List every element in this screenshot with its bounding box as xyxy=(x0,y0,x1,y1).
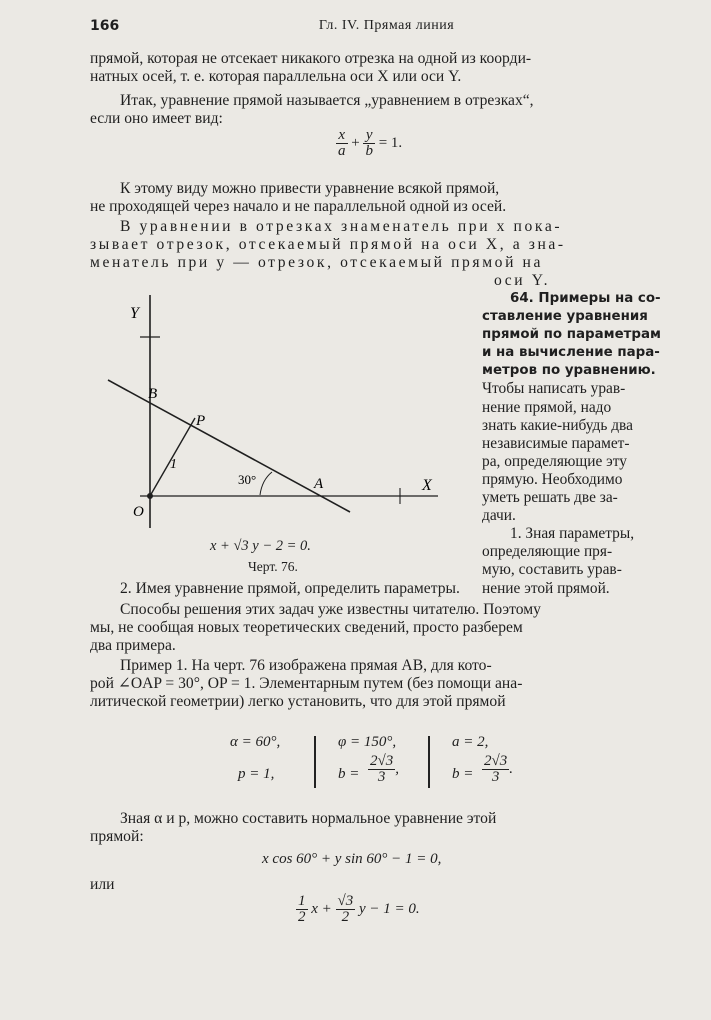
paragraph-4-tail xyxy=(482,272,682,290)
text-line: Способы решения этих задач уже известны читателю. Поэтому xyxy=(120,601,541,618)
label-a: A xyxy=(314,476,324,492)
text-line: Зная α и p, можно составить нормальное уравнение этой xyxy=(120,810,497,827)
text-line: независимые парамет- xyxy=(482,434,630,452)
chapter-title: Гл. IV. Прямая линия xyxy=(318,18,455,33)
denominator-b: b xyxy=(365,143,373,159)
example-1 xyxy=(90,657,683,711)
page-number: 166 xyxy=(90,18,120,34)
text-line: если оно имеет вид: xyxy=(90,110,223,127)
denominator-a: a xyxy=(338,143,346,159)
or-word: или xyxy=(90,876,115,893)
final-tail: y − 1 = 0. xyxy=(359,900,420,917)
text-line: ра, определяющие эту xyxy=(482,452,627,470)
final-mid: x + xyxy=(311,900,332,917)
figure-caption: Черт. 76. xyxy=(248,559,298,574)
text-line: прямой: xyxy=(90,828,144,845)
text-line: не проходящей через начало и не параллельной одной из осей. xyxy=(90,198,507,215)
b1-numerator: 2√3 xyxy=(370,753,394,769)
normal-equation: x cos 60° + y sin 60° − 1 = 0, xyxy=(262,851,442,867)
section-64 xyxy=(482,290,683,598)
text-line: литической геометрии) легко установить, что для этой прямой xyxy=(90,693,506,710)
heading-line: Примеры на со- xyxy=(538,291,661,306)
text-line: прямой, которая не отсекает никакого отрезка на одной из коорди- xyxy=(90,50,532,67)
text-line: В уравнении в отрезках знаменатель при x пока- xyxy=(120,218,563,235)
b1-lhs: b = xyxy=(338,766,360,782)
text-line: оси Y. xyxy=(494,272,551,289)
text-line: натных осей, т. е. которая параллельна оси X или оси Y. xyxy=(90,68,462,85)
intercept-equation: $\frac{x}{a}$ + $\frac{y}{b}$ = 1. xyxy=(338,127,403,159)
b1-denominator: 3 xyxy=(377,769,386,785)
figure-76 xyxy=(100,290,470,535)
paragraph-2 xyxy=(90,92,683,128)
b2-numerator: 2√3 xyxy=(484,753,508,769)
label-p: P xyxy=(196,413,206,429)
equation-rhs: = 1. xyxy=(378,134,403,151)
numerator-x: x xyxy=(336,128,348,144)
label-one: 1 xyxy=(170,457,177,472)
b2-lhs: b = xyxy=(452,766,474,782)
section-number: 64. xyxy=(510,291,534,306)
paragraph-4 xyxy=(90,218,683,272)
text-line: мую, составить урав- xyxy=(482,561,622,579)
text-line: зывает отрезок, отсекаемый прямой на оси X, а зна- xyxy=(90,236,566,253)
final-n2: √3 xyxy=(337,893,354,909)
b2-fraction xyxy=(482,754,513,785)
text-line: 2. Имея уравнение прямой, определить параметры. xyxy=(120,580,460,597)
text-line: уметь решать две за- xyxy=(482,489,618,507)
heading-line: ставление уравнения xyxy=(482,309,648,325)
text-line: определяющие пря- xyxy=(482,543,613,561)
b1-tail: , xyxy=(395,760,399,777)
phi-value: φ = 150°, xyxy=(338,734,397,750)
paragraph-5 xyxy=(90,601,683,655)
paragraph-6 xyxy=(90,810,683,846)
text-line: 1. Зная параметры, xyxy=(510,525,635,543)
heading-line: и на вычисление пара- xyxy=(482,345,660,361)
task-2 xyxy=(90,580,683,598)
label-y: Y xyxy=(130,305,139,322)
text-line: прямую. Необходимо xyxy=(482,470,623,488)
text-line: рой ∠OAP = 30°, OP = 1. Элементарным путем (без помощи ана- xyxy=(90,675,523,692)
separator-bar xyxy=(314,736,316,788)
text-line: К этому виду можно привести уравнение всякой прямой, xyxy=(120,180,500,197)
text-line: нение прямой, надо xyxy=(482,398,612,416)
text-line: Пример 1. На черт. 76 изображена прямая AB, для кото- xyxy=(120,657,492,674)
text-line: мы, не сообщая новых теоретических сведений, просто разберем xyxy=(90,619,523,636)
text-line: менатель при y — отрезок, отсекаемый прямой на xyxy=(90,254,543,271)
b2-tail: . xyxy=(509,760,513,777)
or-line xyxy=(90,876,683,894)
numerator-y: y xyxy=(363,128,375,144)
label-o: O xyxy=(133,504,144,520)
label-angle: 30° xyxy=(238,472,257,487)
page-header xyxy=(90,18,683,42)
text-line: два примера. xyxy=(90,637,176,654)
final-equation xyxy=(296,894,420,925)
heading-line: метров по уравнению. xyxy=(482,363,656,379)
label-b: B xyxy=(148,386,158,402)
final-d1: 2 xyxy=(298,909,306,925)
heading-line: прямой по параметрам xyxy=(482,327,662,343)
final-n1: 1 xyxy=(298,893,306,909)
line-ab xyxy=(108,380,350,512)
figure-equation: x + √3 y − 2 = 0. xyxy=(210,538,311,554)
p-value: p = 1, xyxy=(238,766,275,782)
separator-bar xyxy=(428,736,430,788)
origin-point xyxy=(148,494,153,499)
alpha-value: α = 60°, xyxy=(230,734,281,750)
paragraph-3 xyxy=(90,180,683,216)
a-value: a = 2, xyxy=(452,734,489,750)
text-line: Итак, уравнение прямой называется „уравнением в отрезках“, xyxy=(120,92,534,109)
text-line: Чтобы написать урав- xyxy=(482,380,626,398)
text-line: дачи. xyxy=(482,507,516,525)
paragraph-1 xyxy=(90,50,683,86)
angle-arc xyxy=(260,472,272,495)
text-line: нение этой прямой. xyxy=(482,579,610,597)
b2-denominator: 3 xyxy=(491,769,500,785)
final-d2: 2 xyxy=(341,909,350,925)
label-x: X xyxy=(422,477,432,494)
text-line: знать какие-нибудь два xyxy=(482,416,633,434)
b1-fraction xyxy=(368,754,399,785)
